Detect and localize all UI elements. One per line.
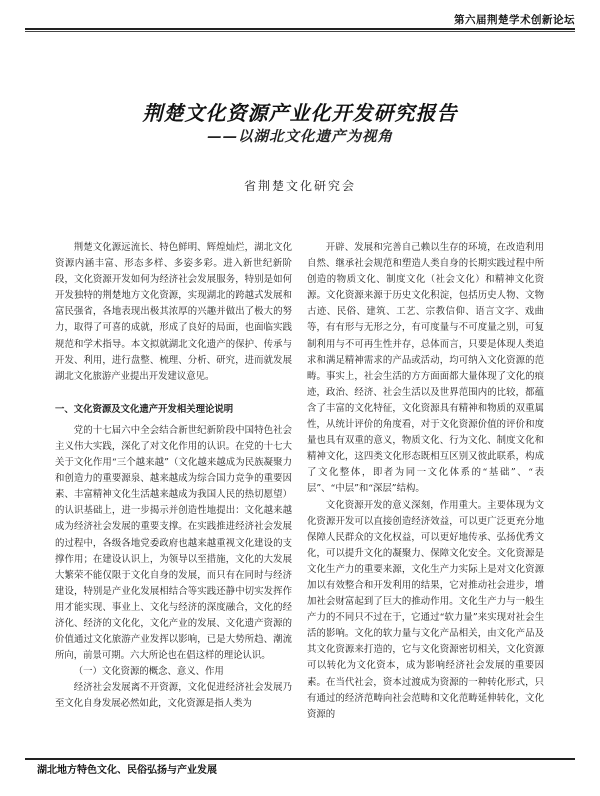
article-author: 省荆楚文化研究会 xyxy=(243,179,356,193)
spacer xyxy=(55,385,292,395)
left-column xyxy=(55,240,292,713)
running-header xyxy=(25,10,575,30)
section-1-heading: 一、文化资源及文化遗产开发相关理论说明 xyxy=(55,403,234,415)
subsection-1-heading: （一）文化资源的概念、意义、作用 xyxy=(73,666,224,678)
header-rule xyxy=(25,31,575,32)
section-1-paragraph: 党的十七届六中全会结合新世纪新阶段中国特色社会主义伟大实践，深化了对文化作用的认识。在党的十七大关于文化作用“三个越来越”（文化越来越成为民族凝聚力和创造力的重要源泉、越来越成为综合国力竞争的重要因素、丰富精神文化生活越来越成为我国人民的热切愿望）的认识基础上，进一步揭示并创造性地提出：文化越来越成为经济社会发展的重要支撑。在实践推进经济社会发展的过程中，各级各地党委政府也越来越重视文化建设的支撑作用；在建设认识上，为领导以至措施，文化的大发展大繁荣不能仅限于文化自身的发展，而只有在同时与经济建设，特别是产业化发展相结合等实践还静中切实发挥作用才能实现、事业上、文化与经济的深度融合，文化的经济化、经济的文化化，文化产业的发展、文化遗产资源的价值通过文化旅游产业发挥以影响，已是大势所趋、潮流所向，前景可期。六大所论也在倡这样的理论认识。 xyxy=(55,424,292,662)
article-title: 荆楚文化资源产业化开发研究报告 xyxy=(142,101,458,125)
subsection-1-paragraph: 经济社会发展离不开资源，文化促进经济社会发展乃至文化自身发展必然如此，文化资源是指人类为 xyxy=(55,682,292,710)
right-paragraph-2: 文化资源开发的意义深刻，作用重大。主要体现为文化资源开发可以直接创造经济效益，可以更广泛更充分地保障人民群众的文化权益，可以更好地传承、弘扬优秀文化，可以提升文化的凝聚力、保障文化安全。文化资源是文化生产力的重要来源，文化生产力实际上是对文化资源加以有效整合和开发利用的结果，它对推动社会进步，增加社会财富起到了巨大的推动作用。文化生产力与一般生产力的不同只不过在于，它通过“软力量”来实现对社会生活的影响。文化的软力量与文化产品相关，由文化产品及其文化资源来打造的，它与文化资源密切相关，文化资源可以转化为文化资本，成为影响经济社会发展的重要因素。在当代社会，资本过渡成为资源的一种转化形式，只有通过的经济范畴向社会范畴和文化范畴延伸转化，文化资源的 xyxy=(307,499,544,720)
intro-paragraph: 荆楚文化源远流长、特色鲜明、辉煌灿烂，湖北文化资源内涵丰富、形态多样、多姿多彩。进入新世纪新阶段，文化资源开发如何为经济社会发展服务，特别是如何开发独特的荆楚地方文化资源，实现湖北的跨越式发展和富民强省，各地表现出极其浓厚的兴趣并做出了极大的努力，取得了可喜的成就，形成了良好的局面，也面临实践规范和学术指导。本文拟就湖北文化遗产的保护、传承与开发、利用，进行盘整、梳理、分析、研究，进而就发展湖北文化旅游产业提出开发建议意见。 xyxy=(55,242,292,382)
footer-title: 湖北地方特色文化、民俗弘扬与产业发展 xyxy=(37,765,217,776)
journal-title: 第六届荆楚学术创新论坛 xyxy=(454,14,575,26)
right-column xyxy=(307,240,544,723)
running-footer xyxy=(25,758,575,776)
right-paragraph-1: 开辟、发展和完善自己赖以生存的环境，在改造利用自然、继承社会规范和塑造人类自身的长期实践过程中所创造的物质文化、制度文化（社会文化）和精神文化资源。文化资源来源于历史文化积淀，包括历史人物、文物古迹、民俗、建筑、工艺、宗教信仰、语言文字、戏曲等，有有形与无形之分，有可度量与不可度量之别，可复制利用与不可再生性并存，总体而言，只要是体现人类追求和满足精神需求的产品或活动，均可纳入文化资源的范畴。事实上，社会生活的方方面面都大量体现了文化的痕迹，政治、经济、社会生活以及世界范围内的比较，都蕴含了丰富的文化特征，文化资源具有精神和物质的双重属性，从统计评价的角度看，对于文化资源价值的评价和度量也具有双重的意义，物质文化、行为文化、制度文化和精神文化，这四类文化形态既相互区别又彼此联系，构成了文化整体，即者为同一文化体系的“基础”、“表层”、“中层”和“深层”结构。 xyxy=(307,242,544,495)
article-subtitle: ——以湖北文化遗产为视角 xyxy=(207,128,393,145)
